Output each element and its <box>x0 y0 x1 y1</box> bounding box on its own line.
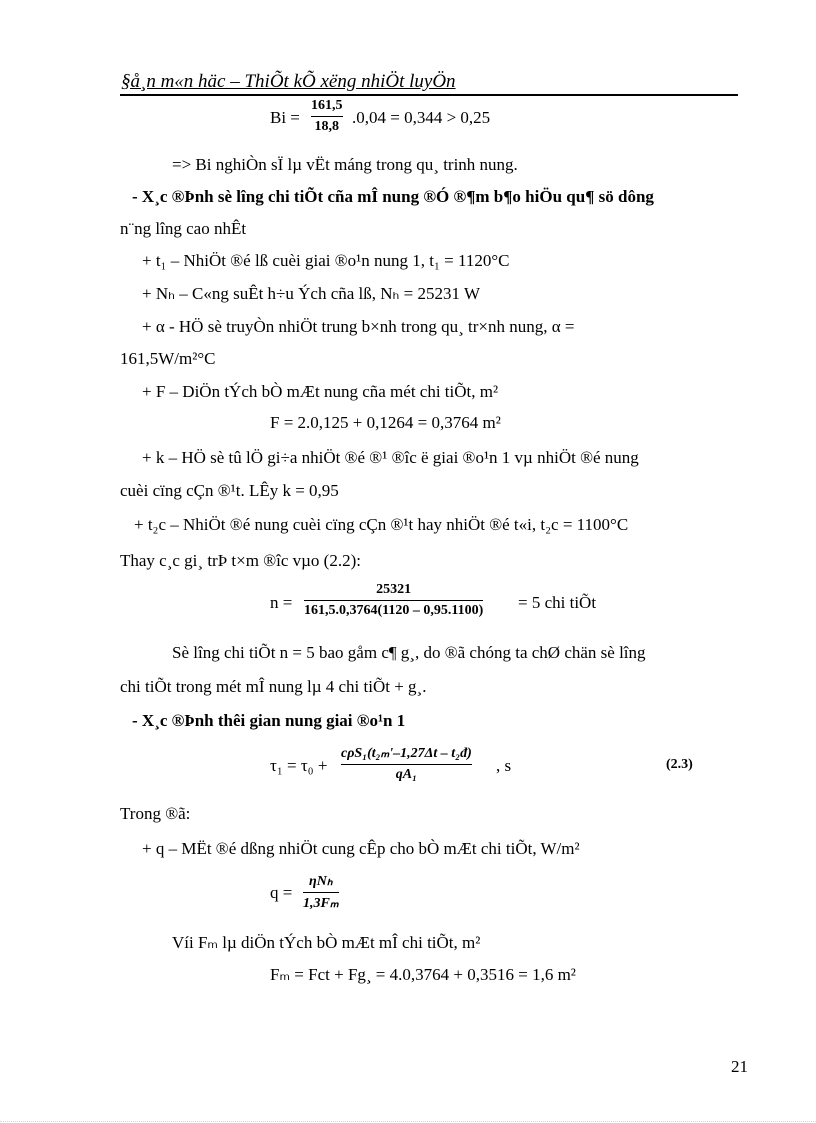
where-line: Trong ®ã: <box>120 804 191 823</box>
tau-lhs: τ₁ = τ₀ + <box>270 756 328 775</box>
conclusion-line: => Bi nghiÒn sÏ lµ vËt máng trong qu¸ trinh nung. <box>172 155 518 174</box>
alpha-line-cont: 161,5W/m²°C <box>120 349 216 368</box>
q-lhs: q = <box>270 883 293 902</box>
tau-numerator: cρS₁(t₂ₘ'–1,27Δt – t₂đ) <box>341 746 472 761</box>
quantity-line-cont: chi tiÕt trong mét mÎ nung lµ 4 chi tiÕt + g¸. <box>120 677 427 696</box>
f-formula: F = 2.0,125 + 0,1264 = 0,3764 m² <box>270 413 501 432</box>
k-line: + k – HÖ sè tû lÖ gi÷a nhiÖt ®é ®¹ ®îc ë giai ®o¹n 1 vµ nhiÖt ®é nung <box>142 448 639 467</box>
fraction-bar <box>311 116 343 117</box>
n-denominator: 161,5.0,3764(1120 – 0,95.1100) <box>304 603 484 619</box>
bi-rhs: .0,04 = 0,344 > 0,25 <box>352 108 491 127</box>
section-heading-2: - X¸c ®Þnh thêi gian nung giai ®o¹n 1 <box>132 711 406 730</box>
q-numerator: ηNₕ <box>309 874 333 889</box>
nh-line: + Nₕ – C«ng suÊt h÷u Ých cña lß, Nₕ = 25231 W <box>142 284 480 303</box>
fraction-bar <box>304 600 483 601</box>
tau-fraction <box>341 745 472 783</box>
f-line: + F – DiÖn tÝch bÒ mÆt nung cña mét chi tiÕt, m² <box>142 382 499 401</box>
n-numerator: 25321 <box>376 582 412 597</box>
equation-number: (2.3) <box>666 757 693 772</box>
q-fraction <box>303 873 339 912</box>
k-line-cont: cuèi cïng cÇn ®¹t. LÊy k = 0,95 <box>120 481 339 500</box>
bi-denominator: 18,8 <box>314 119 339 135</box>
bi-lhs: Bi = <box>270 108 300 127</box>
t2c-line: + t₂c – NhiÖt ®é nung cuèi cïng cÇn ®¹t hay nhiÖt ®é t«i, t₂c = 1100°C <box>134 515 629 534</box>
page-number: 21 <box>731 1057 748 1076</box>
tau-denominator: qA₁ <box>395 767 417 783</box>
quantity-line: Sè lîng chi tiÕt n = 5 bao gåm c¶ g¸, do ®ã chóng ta chØ chän sè lîng <box>172 643 646 662</box>
q-denominator: 1,3Fₘ <box>303 896 339 912</box>
n-rhs: = 5 chi tiÕt <box>518 593 597 612</box>
q-line: + q – MËt ®é dßng nhiÖt cung cÊp cho bÒ mÆt chi tiÕt, W/m² <box>142 839 580 858</box>
fm-formula: Fₘ = Fct + Fg¸ = 4.0,3764 + 0,3516 = 1,6 m² <box>270 965 576 984</box>
fraction-bar <box>303 892 339 893</box>
section-heading-1-cont: n¨ng lîng cao nhÊt <box>120 219 247 238</box>
bi-numerator: 161,5 <box>311 98 343 113</box>
page-header-title: §å¸n m«n häc – ThiÕt kÕ xëng nhiÖt luyÖn <box>121 71 456 92</box>
fm-line: Víi Fₘ lµ diÖn tÝch bÒ mÆt mÎ chi tiÕt, m² <box>172 933 481 952</box>
page-bottom-border <box>0 1121 816 1122</box>
tau-rhs: , s <box>496 756 512 775</box>
fraction-bar <box>341 764 472 765</box>
t1-line: + t₁ – NhiÖt ®é lß cuèi giai ®o¹n nung 1, t₁ = 1120°C <box>142 251 510 270</box>
header-rule <box>120 94 738 96</box>
alpha-line: + α - HÖ sè truyÒn nhiÖt trung b×nh trong qu¸ tr×nh nung, α = <box>142 317 575 336</box>
bi-fraction <box>311 98 343 135</box>
n-fraction <box>304 582 483 619</box>
n-lhs: n = <box>270 593 293 612</box>
section-heading-1: - X¸c ®Þnh sè lîng chi tiÕt cña mÎ nung ®Ó ®¶m b¶o hiÖu qu¶ sö dông <box>132 187 654 206</box>
substitute-line: Thay c¸c gi¸ trÞ t×m ®îc vµo (2.2): <box>120 551 361 570</box>
